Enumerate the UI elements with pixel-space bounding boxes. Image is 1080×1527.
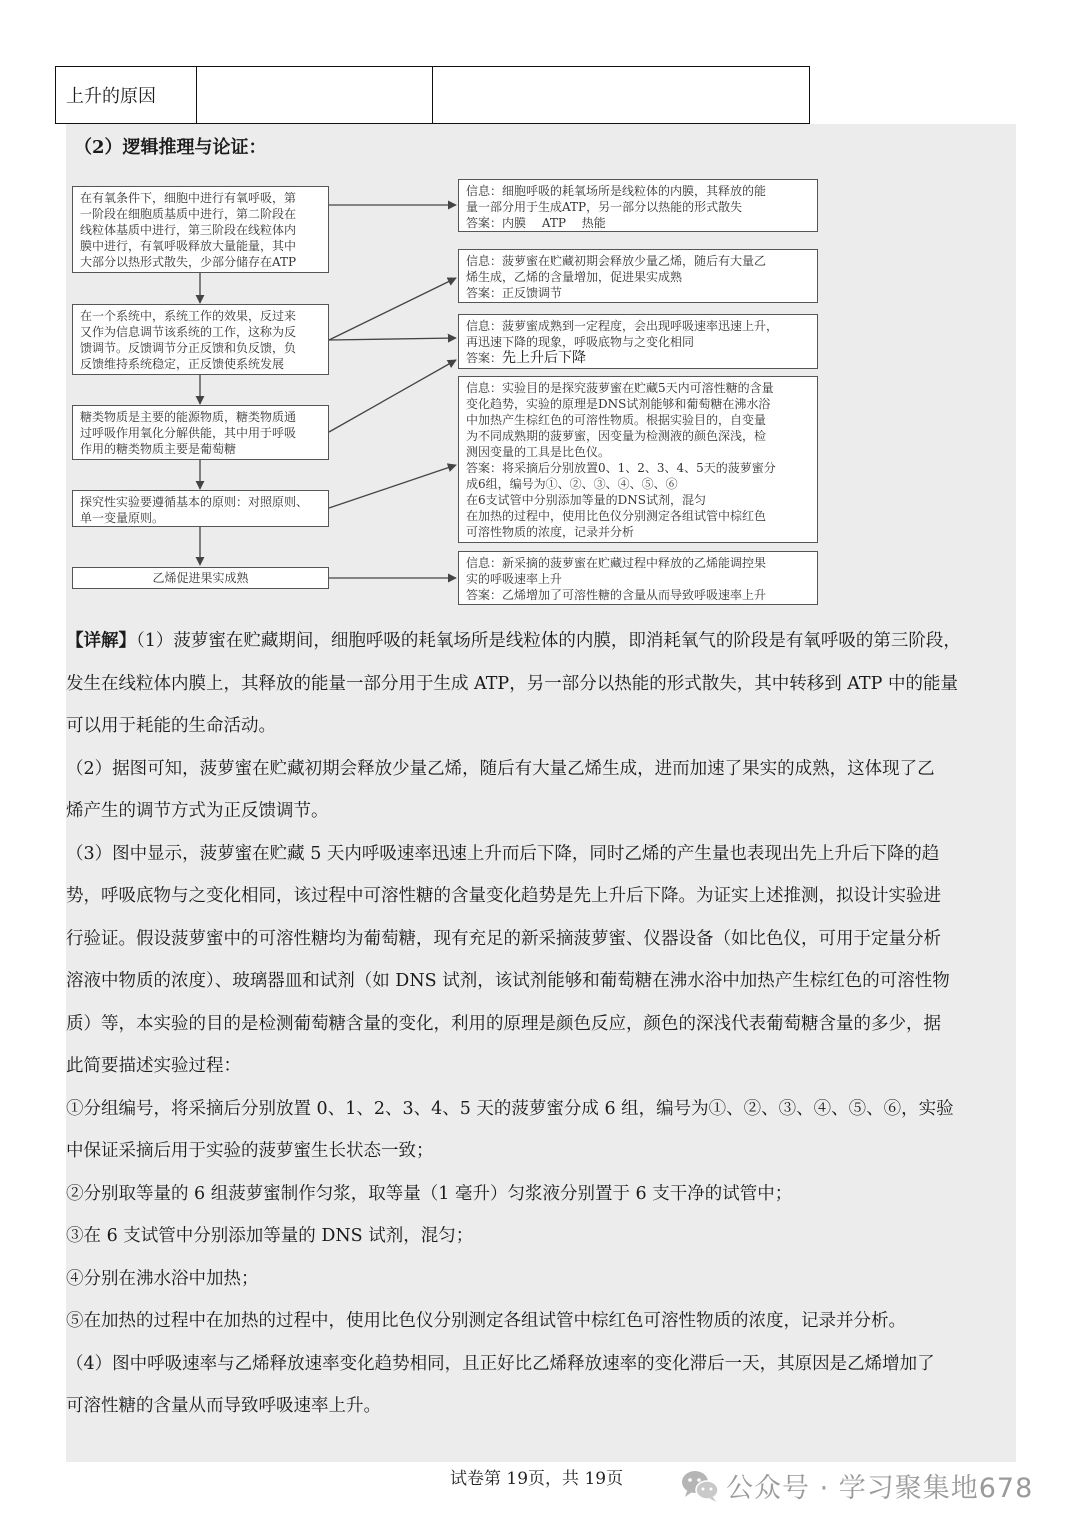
table-cell-empty-2: [433, 67, 809, 123]
table-row-label: 上升的原因: [56, 67, 197, 123]
flow-box-ethylene-ripening: 乙烯促进果实成熟: [72, 567, 329, 589]
detail-line: ③在 6 支试管中分别添加等量的 DNS 试剂，混匀；: [66, 1226, 474, 1246]
answer-table-row: [55, 66, 810, 124]
detail-line: （4）图中呼吸速率与乙烯释放速率变化趋势相同，且正好比乙烯释放速率的变化滞后一天，其原因是乙烯增加了: [66, 1353, 935, 1374]
detail-line: 可溶性糖的含量从而导致呼吸速率上升。: [66, 1396, 381, 1416]
detail-line: 【详解】（1）菠萝蜜在贮藏期间，细胞呼吸的耗氧场所是线粒体的内膜，即消耗氧气的阶段是有氧呼吸的第三阶段，: [66, 631, 961, 651]
detail-line: 发生在线粒体内膜上，其释放的能量一部分用于生成 ATP，另一部分以热能的形式散失，其中转移到 ATP 中的能量: [66, 673, 958, 694]
detail-line: （3）图中显示，菠萝蜜在贮藏 5 天内呼吸速率迅速上升而后下降，同时乙烯的产生量也表现出先上升后下降的趋: [66, 843, 940, 864]
watermark-text: 公众号 · 学习聚集地678: [726, 1473, 1034, 1504]
watermark: [680, 1466, 1033, 1505]
detail-line: 质）等，本实验的目的是检测葡萄糖含量的变化，利用的原理是颜色反应，颜色的深浅代表葡萄糖含量的多少，据: [66, 1013, 941, 1034]
detail-line: ①分组编号，将采摘后分别放置 0、1、2、3、4、5 天的菠萝蜜分成 6 组，编号为①、②、③、④、⑤、⑥，实验: [66, 1098, 954, 1119]
detail-line: 行验证。假设菠萝蜜中的可溶性糖均为葡萄糖，现有充足的新采摘菠萝蜜、仪器设备（如比色仪，可用于定量分析: [66, 928, 941, 949]
detail-line: 烯产生的调节方式为正反馈调节。: [66, 801, 329, 821]
detailed-explanation: [66, 620, 1016, 1428]
flow-box-answer-5: 信息：新采摘的菠萝蜜在贮藏过程中释放的乙烯能调控果 实的呼吸速率上升 答案：乙烯增加了可溶性糖的含量从而导致呼吸速率上升: [458, 551, 818, 605]
flow-box-sugar-energy: 糖类物质是主要的能源物质，糖类物质通 过呼吸作用氧化分解供能，其中用于呼吸 作用的糖类物质主要是葡萄糖: [72, 405, 329, 460]
detail-line: 势，呼吸底物与之变化相同，该过程中可溶性糖的含量变化趋势是先上升后下降。为证实上述推测，拟设计实验进: [66, 886, 941, 906]
section-title: （2）逻辑推理与论证：: [74, 137, 267, 158]
flow-box-answer-3: 信息：菠萝蜜成熟到一定程度，会出现呼吸速率迅速上升， 再迅速下降的现象，呼吸底物与之变化相同 答案：先上升后下降: [458, 314, 818, 369]
flow-box-feedback-regulation: 在一个系统中，系统工作的效果，反过来 又作为信息调节该系统的工作，这称为反 馈调节。反馈调节分正反馈和负反馈，负 反馈维持系统稳定，正反馈使系统发展: [72, 304, 329, 375]
table-cell-empty-1: [197, 67, 433, 123]
detail-line: 此简要描述实验过程：: [66, 1056, 241, 1076]
flow-box-answer-2: 信息：菠萝蜜在贮藏初期会释放少量乙烯，随后有大量乙 烯生成，乙烯的含量增加，促进果实成熟 答案：正反馈调节: [458, 249, 818, 303]
detail-line: 中保证采摘后用于实验的菠萝蜜生长状态一致；: [66, 1141, 434, 1161]
flow-box-answer-1: 信息：细胞呼吸的耗氧场所是线粒体的内膜，其释放的能 量一部分用于生成ATP，另一部分以热能的形式散失 答案：内膜 ATP 热能: [458, 179, 818, 232]
detail-line: ⑤在加热的过程中在加热的过程中，使用比色仪分别测定各组试管中棕红色可溶性物质的浓度，记录并分析。: [66, 1311, 906, 1331]
detail-line: （2）据图可知，菠萝蜜在贮藏初期会释放少量乙烯，随后有大量乙烯生成，进而加速了果实的成熟，这体现了乙: [66, 758, 935, 779]
flow-box-experiment-principles: 探究性实验要遵循基本的原则：对照原则、 单一变量原则。: [72, 490, 329, 527]
wechat-icon: [680, 1469, 720, 1503]
detail-line: 可以用于耗能的生命活动。: [66, 716, 276, 736]
detail-line: ④分别在沸水浴中加热；: [66, 1268, 259, 1289]
detail-line: 溶液中物质的浓度）、玻璃器皿和试剂（如 DNS 试剂，该试剂能够和葡萄糖在沸水浴中加热产生棕红色的可溶性物: [66, 971, 950, 991]
flow-box-answer-4: 信息：实验目的是探究菠萝蜜在贮藏5天内可溶性糖的含量 变化趋势，实验的原理是DNS试剂能够和葡萄糖在沸水浴 中加热产生棕红色的可溶性物质。根据实验目的，自变量 为不同成熟期的菠萝蜜，因变量为检测液的颜色深浅，检 测因变量的工具是比色仪。 答案：将采摘后分别放置0、1、2、3、4、5天的菠萝蜜分 成6组，编号为①、②、③、④、⑤、⑥ 在6支试管中分别添加等量的DNS试剂，混匀 在加热的过程中，使用比色仪分别测定各组试管中棕红色 可溶性物质的浓度，记录并分析: [458, 376, 818, 543]
flow-box-aerobic-respiration: 在有氧条件下，细胞中进行有氧呼吸，第 一阶段在细胞质基质中进行，第二阶段在 线粒体基质中进行，第三阶段在线粒体内 膜中进行，有氧呼吸释放大量能量，其中 大部分以热形式散失，少部分储存在ATP: [72, 186, 329, 273]
detail-label: 【详解】: [66, 631, 136, 651]
page-footer: 试卷第 19页，共 19页: [450, 1469, 624, 1489]
detail-line: ②分别取等量的 6 组菠萝蜜制作匀浆，取等量（1 毫升）匀浆液分别置于 6 支干净的试管中；: [66, 1183, 793, 1204]
